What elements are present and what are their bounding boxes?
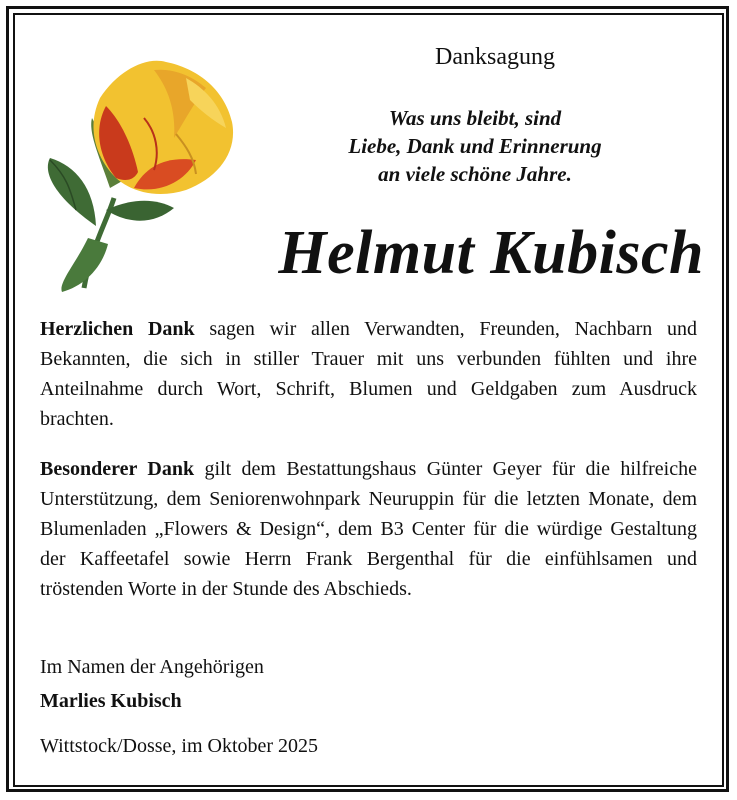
quote-line: an viele schöne Jahre. (378, 162, 572, 186)
memorial-quote (290, 104, 660, 188)
special-thanks-lead: Besonderer Dank (40, 458, 195, 480)
special-thanks-paragraph (40, 454, 697, 604)
deceased-name: Helmut Kubisch (278, 219, 704, 287)
notice-heading: Danksagung (435, 44, 555, 70)
special-thanks-text: gilt dem Bestattungshaus Günter Geyer für die hilfreiche Unterstützung, dem Seniorenwohnpark Neuruppin für die letzten Monate, dem Blumenladen „Flowers & Design“, dem B3 Center für die würdige Gestaltung der Kaffeetafel sowie Herrn Frank Bergenthal für die einfühlsamen und tröstenden Worte in der Stunde des Abschieds. (40, 458, 697, 600)
place-date: Wittstock/Dosse, im Oktober 2025 (40, 735, 319, 757)
thanks-text: sagen wir allen Verwandten, Freunden, Nachbarn und Bekannten, die sich in stiller Trauer mit uns verbunden fühlten und ihre Anteilnahme durch Wort, Schrift, Blumen und Geldgaben zum Ausdruck brachten. (40, 318, 697, 430)
signature-name: Marlies Kubisch (40, 690, 182, 712)
quote-line: Liebe, Dank und Erinnerung (348, 134, 602, 158)
quote-line: Was uns bleibt, sind (388, 106, 562, 130)
thanks-lead: Herzlichen Dank (40, 318, 195, 340)
signature-intro: Im Namen der Angehörigen (40, 656, 264, 678)
thanks-paragraph (40, 314, 697, 434)
